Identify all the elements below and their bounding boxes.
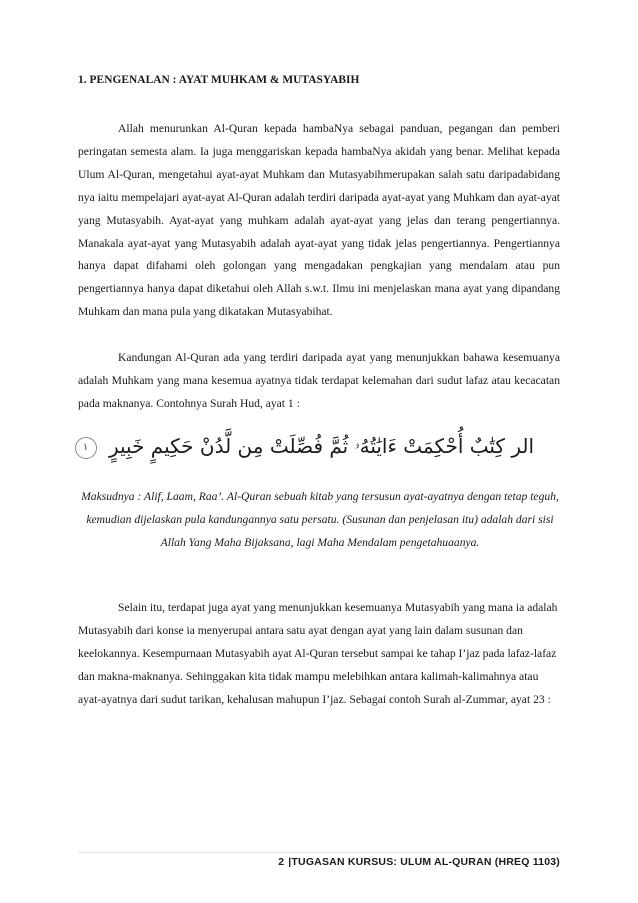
quran-verse-hud-1: [82, 423, 534, 469]
footer-separator: |: [288, 856, 292, 868]
paragraph-text: Selain itu, terdapat juga ayat yang menunjukkan kesemuanya Mutasyabih yang mana ia adalah Mutasyabih dari konse ia menyerupai antara satu ayat dengan ayat yang lain dalam susunan dan keelokannya. Kesempurnaan Mutasyabih ayat Al-Quran tersebut sampai ke tahap I’jaz pada lafaz-lafaz dan makna-maknanya. Sehinggakan kita tidak mampu melebihkan antara kalimah-kalimahnya atau ayat-ayatnya dari sudut tarikan, kehalusan mahupun I’jaz. Sebagai contoh Surah al-Zummar, ayat 23 :: [78, 601, 558, 706]
verse-meaning: Maksudnya : Alif, Laam, Raa’. Al-Quran sebuah kitab yang tersusun ayat-ayatnya dengan tetap teguh, kemudian dijelaskan pula kandungannya satu persatu. (Susunan dan penjelasan itu) adalah dari sisi Allah Yang Maha Bijaksana, lagi Maha Mendalam pengetahuaanya.: [81, 490, 559, 550]
paragraph-text: Allah menurunkan Al-Quran kepada hambaNya sebagai panduan, pegangan dan pemberi peringatan semesta alam. Ia juga menggariskan kepada hambaNya akidah yang benar. Melihat kepada Ulum Al-Quran, mengetahui ayat-ayat Muhkam dan Mutasyabihmerupakan salah satu daripadabidang nya iaitu mempelajari ayat-ayat Al-Quran adalah terdiri daripada ayat-ayat yang Muhkam dan ayat-ayat yang Mutasyabih. Ayat-ayat yang muhkam adalah ayat-ayat yang jelas dan terang pengertiannya. Manakala ayat-ayat yang Mutasyabih adalah ayat-ayat yang tidak jelas pengertiannya. Pengertiannya hanya dapat difahami oleh golongan yang mengadakan pengkajian yang mendalam atau pun pengertiannya hanya dapat diketahui oleh Allah s.w.t. Ilmu ini menjelaskan mana ayat yang dipandang Muhkam dan mana pula yang dikatakan Mutasyabihat.: [78, 122, 560, 319]
paragraph-text: Kandungan Al-Quran ada yang terdiri daripada ayat yang menunjukkan bahawa kesemuanya adalah Muhkam yang mana kesemua ayatnya tidak terdapat kelemahan dari sudut lafaz atau kecacatan pada maknanya. Contohnya Surah Hud, ayat 1 :: [78, 351, 560, 410]
footer-page-number: 2: [278, 856, 285, 868]
paragraph-muhkam-content: [78, 347, 560, 416]
paragraph-introduction: [78, 118, 560, 324]
quran-verse-text: الر كِتَٰبٌ أُحْكِمَتْ ءَايَٰتُهُۥ ثُمَّ فُصِّلَتْ مِن لَّدُنْ حَكِيمٍ خَبِيرٍ: [108, 434, 534, 458]
page-footer: [78, 852, 560, 871]
section-heading: 1. PENGENALAN : AYAT MUHKAM & MUTASYABIH: [78, 74, 360, 86]
ayah-number-marker: ١: [75, 437, 97, 459]
footer-course-title: TUGASAN KURSUS: ULUM AL-QURAN (HREQ 1103): [291, 856, 560, 868]
paragraph-mutasyabih-content: [78, 597, 560, 712]
